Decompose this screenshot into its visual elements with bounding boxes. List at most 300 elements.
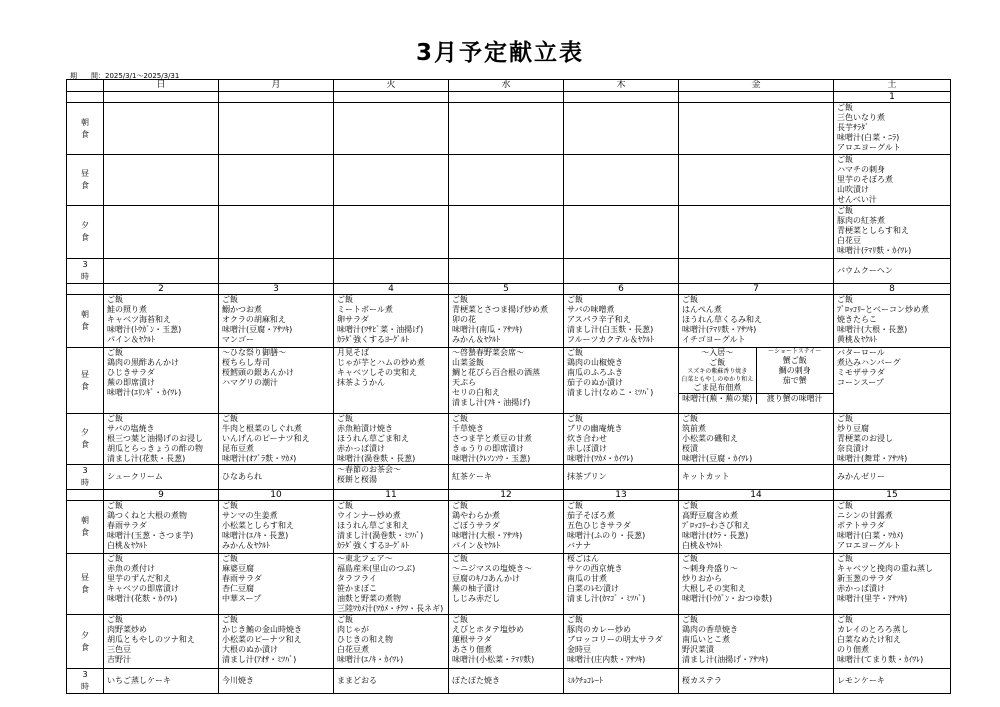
menu-line: ご飯 <box>107 348 123 357</box>
menu-line: ご飯 <box>337 615 353 624</box>
menu-line: 南瓜のふろふき <box>567 368 623 377</box>
meal-label-char: 時 <box>81 682 89 691</box>
date-number: 1 <box>834 92 951 103</box>
meal-label-char: 時 <box>81 272 89 281</box>
menu-cell <box>219 295 334 348</box>
menu-line: 紅茶ケーキ <box>452 472 492 481</box>
menu-line: キャベツしその実和え <box>337 368 417 377</box>
menu-cell <box>219 554 334 615</box>
menu-line: 三色いなり煮 <box>837 113 885 122</box>
menu-cell <box>449 615 564 669</box>
menu-line: 味噌汁(南瓜・ｱｻﾂｷ) <box>452 325 523 334</box>
menu-line: 味噌汁(ｴﾘﾝｷﾞ・ｶｲﾜﾚ) <box>107 388 182 397</box>
menu-line: ご飯 <box>567 414 583 423</box>
menu-cell <box>219 501 334 554</box>
menu-line: 南瓜いとこ煮 <box>682 635 730 644</box>
menu-cell <box>834 669 951 694</box>
menu-line: 笹かまぼこ <box>337 584 377 593</box>
menu-cell <box>564 501 679 554</box>
menu-line: ～東北フェア～ <box>337 554 393 563</box>
menu-line: ～ショートステイ～ <box>768 348 822 355</box>
meal-label-lunch <box>67 348 104 414</box>
meal-label-char: 朝 <box>81 310 89 319</box>
menu-line: 清まし汁(白玉麩・長葱) <box>567 325 654 334</box>
menu-line: 青梗菜としらす和え <box>837 226 909 235</box>
meal-row-lunch <box>67 155 951 206</box>
menu-line: 清まし汁(なめこ・ﾐﾂﾊﾞ) <box>567 388 654 397</box>
menu-line: のり佃煮 <box>837 645 869 654</box>
menu-line: キャベツの即席漬け <box>107 584 179 593</box>
meal-label-char: 昼 <box>81 169 89 178</box>
menu-line: ご飯 <box>337 501 353 510</box>
menu-line: 鰯かつお煮 <box>222 305 262 314</box>
menu-cell <box>334 554 449 615</box>
menu-cell <box>679 348 834 414</box>
meal-label-char: 夕 <box>81 428 89 437</box>
meal-row-breakfast <box>67 295 951 348</box>
menu-cell <box>564 414 679 465</box>
menu-line: ミモザサラダ <box>837 368 885 377</box>
menu-line: ご飯 <box>107 501 123 510</box>
menu-line: 味噌汁(白菜・ﾆﾗ) <box>837 133 900 142</box>
menu-line: ご飯 <box>837 206 853 215</box>
menu-line: ご飯 <box>452 414 468 423</box>
menu-cell <box>449 501 564 554</box>
menu-line: スズキの紫蘇香り焼き <box>687 368 748 375</box>
date-number: 7 <box>679 284 834 295</box>
menu-line: 赤かっぱ漬け <box>837 584 885 593</box>
menu-line: 桜カステラ <box>682 676 722 685</box>
menu-line: 味噌汁(白菜・ﾜｶﾒ) <box>837 531 904 540</box>
day-header: 水 <box>449 80 564 92</box>
meal-label-snack <box>67 669 104 694</box>
menu-line: せんべい汁 <box>837 195 877 204</box>
menu-line: レモンケーキ <box>837 676 885 685</box>
menu-line: 味噌汁(豆腐・ｶｲﾜﾚ) <box>682 454 753 463</box>
menu-table <box>66 79 951 694</box>
meal-row-dinner <box>67 206 951 259</box>
menu-line: 白菜なめたけ和え <box>837 635 901 644</box>
menu-line: 桜鱈頭の銀あんかけ <box>222 368 294 377</box>
menu-cell <box>564 465 679 490</box>
menu-line: ハマグリの潮汁 <box>222 378 278 387</box>
menu-line: ご飯 <box>567 348 583 357</box>
date-number: 4 <box>334 284 449 295</box>
meal-label-char: 朝 <box>81 516 89 525</box>
menu-line: 鶏やわらか煮 <box>452 511 500 520</box>
menu-line: 抹茶ようかん <box>337 378 385 387</box>
menu-line: 小松菜のピーナツ和え <box>222 635 302 644</box>
menu-line: ご飯 <box>837 554 853 563</box>
date-number <box>104 92 219 103</box>
menu-cell <box>334 465 449 490</box>
split-soups <box>679 393 833 404</box>
menu-line: ご飯 <box>452 554 468 563</box>
menu-line: 炒りおから <box>682 574 722 583</box>
date-number: 12 <box>449 490 564 501</box>
menu-line: 大根しその実和え <box>682 584 746 593</box>
meal-label-char: 食 <box>81 642 89 652</box>
menu-line: 味噌汁(玉葱・さつま芋) <box>107 531 194 540</box>
page-title: 3月予定献立表 <box>415 40 584 66</box>
date-number <box>334 92 449 103</box>
day-header: 金 <box>679 80 834 92</box>
menu-line: ～春節のお茶会～ <box>337 465 401 474</box>
menu-line: 豚肉のカレー炒め <box>567 625 631 634</box>
date-number <box>219 92 334 103</box>
menu-line: 五色ひじきサラダ <box>567 521 631 530</box>
menu-line: ブロッコリーの明太サラダ <box>567 635 663 644</box>
menu-line: ご飯 <box>337 414 353 423</box>
meal-label-char: 3 <box>82 466 88 475</box>
menu-line: 鶏肉の黒酢あんかけ <box>107 358 179 367</box>
menu-line: 新玉葱のサラダ <box>837 574 893 583</box>
menu-line: ご飯 <box>222 615 238 624</box>
meal-label-char: 夕 <box>81 630 89 640</box>
menu-line: 清まし汁(ﾌｷ・油揚げ) <box>452 398 531 407</box>
menu-line: ご飯 <box>682 295 698 304</box>
menu-line: 豆腐のｷﾉｺあんかけ <box>452 574 520 583</box>
menu-line: ポテトサラダ <box>837 521 885 530</box>
menu-cell <box>334 259 449 284</box>
menu-line: 小松菜としらす和え <box>222 521 294 530</box>
menu-cell <box>679 501 834 554</box>
meal-label-breakfast <box>67 501 104 554</box>
date-number: 15 <box>834 490 951 501</box>
menu-line: 肉野菜炒め <box>107 625 147 634</box>
menu-line: 茄子のぬか漬け <box>567 378 623 387</box>
menu-cell <box>679 669 834 694</box>
menu-cell <box>834 103 951 155</box>
meal-label-breakfast <box>67 103 104 155</box>
menu-line: 野沢菜漬 <box>682 645 714 654</box>
menu-cell <box>564 669 679 694</box>
menu-cell <box>679 103 834 155</box>
menu-cell <box>449 348 564 414</box>
meal-row-breakfast <box>67 103 951 155</box>
day-header: 火 <box>334 80 449 92</box>
menu-line: 胡瓜ともやしのツナ和え <box>107 635 195 644</box>
meal-label-dinner <box>67 615 104 669</box>
menu-line: 清まし汁(渦巻麩・ﾐﾂﾊﾞ) <box>337 531 424 540</box>
menu-line: 牛肉と根菜のしぐれ煮 <box>222 424 302 433</box>
meal-label-snack <box>67 259 104 284</box>
date-number: 13 <box>564 490 679 501</box>
menu-line: 味噌汁(ｴﾉｷ・長葱) <box>222 531 289 540</box>
menu-line: 焼きたらこ <box>837 315 877 324</box>
menu-cell <box>104 414 219 465</box>
menu-line: 白花豆煮 <box>337 645 369 654</box>
menu-line: ご飯 <box>837 103 853 112</box>
menu-line: ミートボール煮 <box>337 305 393 314</box>
menu-cell <box>679 295 834 348</box>
menu-line: ﾐﾙｸﾁｮｺﾚｰﾄ <box>567 676 603 685</box>
menu-line: ご飯 <box>682 554 698 563</box>
menu-line: ご飯 <box>837 155 853 164</box>
meal-label-dinner <box>67 414 104 465</box>
menu-line: 蟹ご飯 <box>782 355 807 365</box>
meal-label-char: 食 <box>81 233 89 242</box>
menu-line: ご飯 <box>452 615 468 624</box>
menu-line: 青梗菜とさつま揚げ炒め煮 <box>452 305 548 314</box>
menu-line: 白菜ともやしのゆかり和え <box>681 375 754 383</box>
menu-line: 山菜釜飯 <box>452 358 484 367</box>
menu-line: 赤魚粕漬け焼き <box>337 424 393 433</box>
menu-cell <box>334 669 449 694</box>
menu-line: バナナ <box>567 541 591 550</box>
menu-line: アロエヨーグルト <box>837 541 901 550</box>
menu-cell <box>104 103 219 155</box>
menu-cell <box>449 554 564 615</box>
menu-cell <box>564 295 679 348</box>
menu-line: 青梗菜のお浸し <box>837 434 893 443</box>
menu-line: 白花豆 <box>837 236 861 245</box>
meal-label-lunch <box>67 155 104 206</box>
menu-line: サケの西京焼き <box>567 564 623 573</box>
meal-label-char: 朝 <box>81 117 89 127</box>
menu-line: 味噌汁(ﾜｶﾒ・ｶｲﾜﾚ) <box>567 454 634 463</box>
menu-line: ハマチの刺身 <box>837 165 885 174</box>
date-number: 3 <box>219 284 334 295</box>
menu-cell <box>104 155 219 206</box>
menu-cell <box>679 414 834 465</box>
menu-line: 豚肉の紅茶煮 <box>837 216 885 225</box>
menu-line: ぽたぽた焼き <box>452 676 500 685</box>
menu-cell <box>104 259 219 284</box>
menu-line: ～ひな祭り御膳～ <box>222 348 286 357</box>
menu-line: ご飯 <box>837 295 853 304</box>
menu-line: オクラの胡麻和え <box>222 315 286 324</box>
menu-line: 茄子そぼろ煮 <box>567 511 615 520</box>
menu-line: 清まし汁(花麩・長葱) <box>107 454 186 463</box>
menu-line: 白桃＆ﾔｸﾙﾄ <box>107 541 147 550</box>
meal-label-char: 食 <box>81 585 89 594</box>
resident-lunch <box>679 348 756 393</box>
menu-cell <box>834 259 951 284</box>
menu-line: みかん＆ﾔｸﾙﾄ <box>222 541 270 550</box>
meal-label-char: 食 <box>81 322 89 331</box>
menu-line: 山吹漬け <box>837 185 869 194</box>
menu-line: 味噌汁(渦巻麩・長葱) <box>337 454 416 463</box>
menu-line: みかんゼリー <box>837 472 885 481</box>
menu-line: 天ぷら <box>452 378 476 387</box>
menu-line: みかん＆ﾔｸﾙﾄ <box>452 335 500 344</box>
meal-label-snack <box>67 465 104 490</box>
menu-line: 春雨サラダ <box>107 521 147 530</box>
menu-line: ～啓蟄春野菜会席～ <box>452 348 524 357</box>
menu-line: 筑前煮 <box>682 424 706 433</box>
menu-line: 味噌汁(ﾃﾏﾘ麩・ｶｲﾜﾚ) <box>837 246 912 255</box>
menu-cell <box>219 155 334 206</box>
shortstay-lunch <box>756 348 834 393</box>
menu-cell <box>679 554 834 615</box>
meal-row-snack <box>67 669 951 694</box>
menu-cell <box>334 206 449 259</box>
meal-row-snack <box>67 465 951 490</box>
menu-line: 長芋ｻﾗﾀﾞ <box>837 123 869 132</box>
menu-line: 味噌汁(庄内麩・ｱｻﾂｷ) <box>567 655 646 664</box>
menu-line: ご飯 <box>837 501 853 510</box>
menu-line: セリの白和え <box>452 388 500 397</box>
menu-line: ご飯 <box>567 295 583 304</box>
meal-label-breakfast <box>67 295 104 348</box>
menu-line: バウムクーヘン <box>837 266 893 275</box>
date-row-label <box>67 490 104 501</box>
menu-line: 三色豆 <box>107 645 131 654</box>
menu-line: 杏仁豆腐 <box>222 584 254 593</box>
menu-cell <box>104 554 219 615</box>
menu-cell <box>334 155 449 206</box>
menu-line: 味噌汁(ふのり・長葱) <box>567 531 646 540</box>
menu-line: 味噌汁(ﾃﾏﾘ麩・ｱｻﾂｷ) <box>682 325 757 334</box>
menu-line: 桜漬 <box>682 444 698 453</box>
menu-line: 三陸ﾜｶﾒ汁(ﾜｶﾒ・ﾁｸﾜ・長ネギ) <box>337 604 444 613</box>
menu-line: えびとホタテ塩炒め <box>452 625 524 634</box>
menu-line: ご飯 <box>682 501 698 510</box>
menu-line: 清まし汁(油揚げ・ｱｻﾂｷ) <box>682 655 769 664</box>
menu-line: 味噌汁(舞茸・ｱｻﾂｷ) <box>837 454 908 463</box>
menu-cell <box>834 554 951 615</box>
menu-line: 煮込みハンバーグ <box>837 358 901 367</box>
menu-cell <box>334 348 449 414</box>
menu-line: ご飯 <box>837 414 853 423</box>
corner-cell <box>67 80 104 92</box>
menu-line: 抹茶プリン <box>567 472 607 481</box>
menu-line: 炊き合わせ <box>567 434 607 443</box>
period-label: 期 間：2025/3/1～2025/3/31 <box>70 72 180 80</box>
menu-cell <box>334 295 449 348</box>
menu-line: 中華スープ <box>222 594 262 603</box>
menu-line: ご飯 <box>567 615 583 624</box>
menu-line: 味噌汁(ﾄｳｶﾞﾝ・玉葱) <box>107 325 182 334</box>
menu-cell <box>104 501 219 554</box>
menu-cell <box>834 501 951 554</box>
menu-cell <box>219 103 334 155</box>
menu-line: 蕪の柚子漬け <box>452 584 500 593</box>
menu-line: ご飯 <box>337 295 353 304</box>
menu-line: 小松菜の磯和え <box>682 434 738 443</box>
menu-line: フルーツカクテル＆ﾔｸﾙﾄ <box>567 335 654 344</box>
day-header: 土 <box>834 80 951 92</box>
menu-cell <box>564 348 679 414</box>
date-number <box>564 92 679 103</box>
menu-cell <box>219 259 334 284</box>
menu-line: 肉じゃが <box>337 625 369 634</box>
menu-line: さつま芋と煮豆の甘煮 <box>452 434 532 443</box>
menu-cell <box>834 615 951 669</box>
menu-line: ﾌﾞﾛｯｺﾘｰわさび和え <box>682 521 750 530</box>
meal-row-breakfast <box>67 501 951 554</box>
menu-line: かじき鮪の金山時焼き <box>222 625 302 634</box>
menu-line: じゃが芋とハムの炒め煮 <box>337 358 425 367</box>
menu-line: 大根のぬか漬け <box>222 645 278 654</box>
menu-line: ご飯 <box>107 295 123 304</box>
menu-line: 奈良漬け <box>837 444 869 453</box>
menu-cell <box>564 615 679 669</box>
menu-line: 桜餅と桜湯 <box>337 475 377 484</box>
menu-cell <box>219 669 334 694</box>
menu-cell <box>334 103 449 155</box>
meal-label-char: 夕 <box>81 221 89 230</box>
menu-line: 炒り豆腐 <box>837 424 869 433</box>
menu-line: ご飯 <box>107 414 123 423</box>
menu-line: 南瓜の甘煮 <box>567 574 607 583</box>
menu-cell <box>679 155 834 206</box>
menu-line: ご飯 <box>222 554 238 563</box>
menu-line: 高野豆腐含め煮 <box>682 511 738 520</box>
menu-cell <box>449 414 564 465</box>
menu-line: 味噌汁(ｸﾚｿﾝｿｳ・玉葱) <box>452 454 531 463</box>
menu-line: カレイのとろろ蒸し <box>837 625 909 634</box>
menu-line: ご飯 <box>452 295 468 304</box>
date-number: 6 <box>564 284 679 295</box>
menu-line: ～刺身舟盛り～ <box>682 564 738 573</box>
menu-line: 味噌汁(大根・長葱) <box>837 325 908 334</box>
menu-line: 鯛と花びら百合根の酒蒸 <box>452 368 540 377</box>
menu-line: 昆布豆煮 <box>222 444 254 453</box>
menu-line: 清まし汁(ｶﾏｺﾞ・ﾐﾂﾊﾞ) <box>567 594 646 603</box>
menu-line: 鶏肉の山椒焼き <box>567 358 623 367</box>
menu-cell <box>564 259 679 284</box>
menu-line: マンゴー <box>222 335 254 344</box>
menu-line: ～入居～ <box>701 348 734 357</box>
date-number <box>679 92 834 103</box>
date-row-label <box>67 92 104 103</box>
menu-line: ご飯 <box>222 295 238 304</box>
menu-line: ｶﾗﾀﾞ強くするﾖｰｸﾞﾙﾄ <box>337 335 409 344</box>
menu-line: シュークリーム <box>107 472 163 481</box>
menu-cell <box>834 155 951 206</box>
menu-cell <box>219 206 334 259</box>
menu-line: ご飯 <box>837 615 853 624</box>
menu-line: 味噌汁(里芋・ｱｻﾂｷ) <box>837 594 908 603</box>
menu-cell <box>334 414 449 465</box>
menu-line: いんげんのピーナツ和え <box>222 434 310 443</box>
menu-cell <box>219 414 334 465</box>
meal-label-char: 食 <box>81 528 89 537</box>
menu-cell <box>449 295 564 348</box>
menu-line: ご飯 <box>682 615 698 624</box>
menu-cell <box>449 155 564 206</box>
menu-line: 白菜のﾚﾓﾝ漬け <box>567 584 619 593</box>
menu-line: 赤しぼ漬け <box>567 444 607 453</box>
menu-line: ご飯 <box>107 615 123 624</box>
menu-line: 味噌汁(小松菜・ﾃﾏﾘ麩) <box>452 655 535 664</box>
menu-cell <box>564 155 679 206</box>
menu-line: ご飯 <box>222 501 238 510</box>
menu-line: ご飯 <box>452 501 468 510</box>
meal-row-snack <box>67 259 951 284</box>
date-number: 8 <box>834 284 951 295</box>
shared-dish-label: ごま昆布佃煮 <box>693 383 742 392</box>
menu-line: 桜ちらし寿司 <box>222 358 270 367</box>
menu-line: パイン＆ﾔｸﾙﾄ <box>107 335 155 344</box>
meal-label-lunch <box>67 554 104 615</box>
menu-line: 味噌汁(大根・ｱｻﾂｷ) <box>452 531 523 540</box>
menu-line: 卯の花 <box>452 315 476 324</box>
menu-line: 黄桃＆ﾔｸﾙﾄ <box>837 335 877 344</box>
menu-cell <box>104 348 219 414</box>
meal-label-char: 食 <box>81 381 89 391</box>
menu-line: 鶏肉の香草焼き <box>682 625 738 634</box>
menu-line: イチゴヨーグルト <box>682 335 746 344</box>
date-number: 11 <box>334 490 449 501</box>
menu-line: 春雨サラダ <box>222 574 262 583</box>
menu-cell <box>104 669 219 694</box>
menu-line: 赤かっぱ漬け <box>337 444 385 453</box>
menu-line: ご飯 <box>682 414 698 423</box>
menu-line: ひじきサラダ <box>107 368 155 377</box>
